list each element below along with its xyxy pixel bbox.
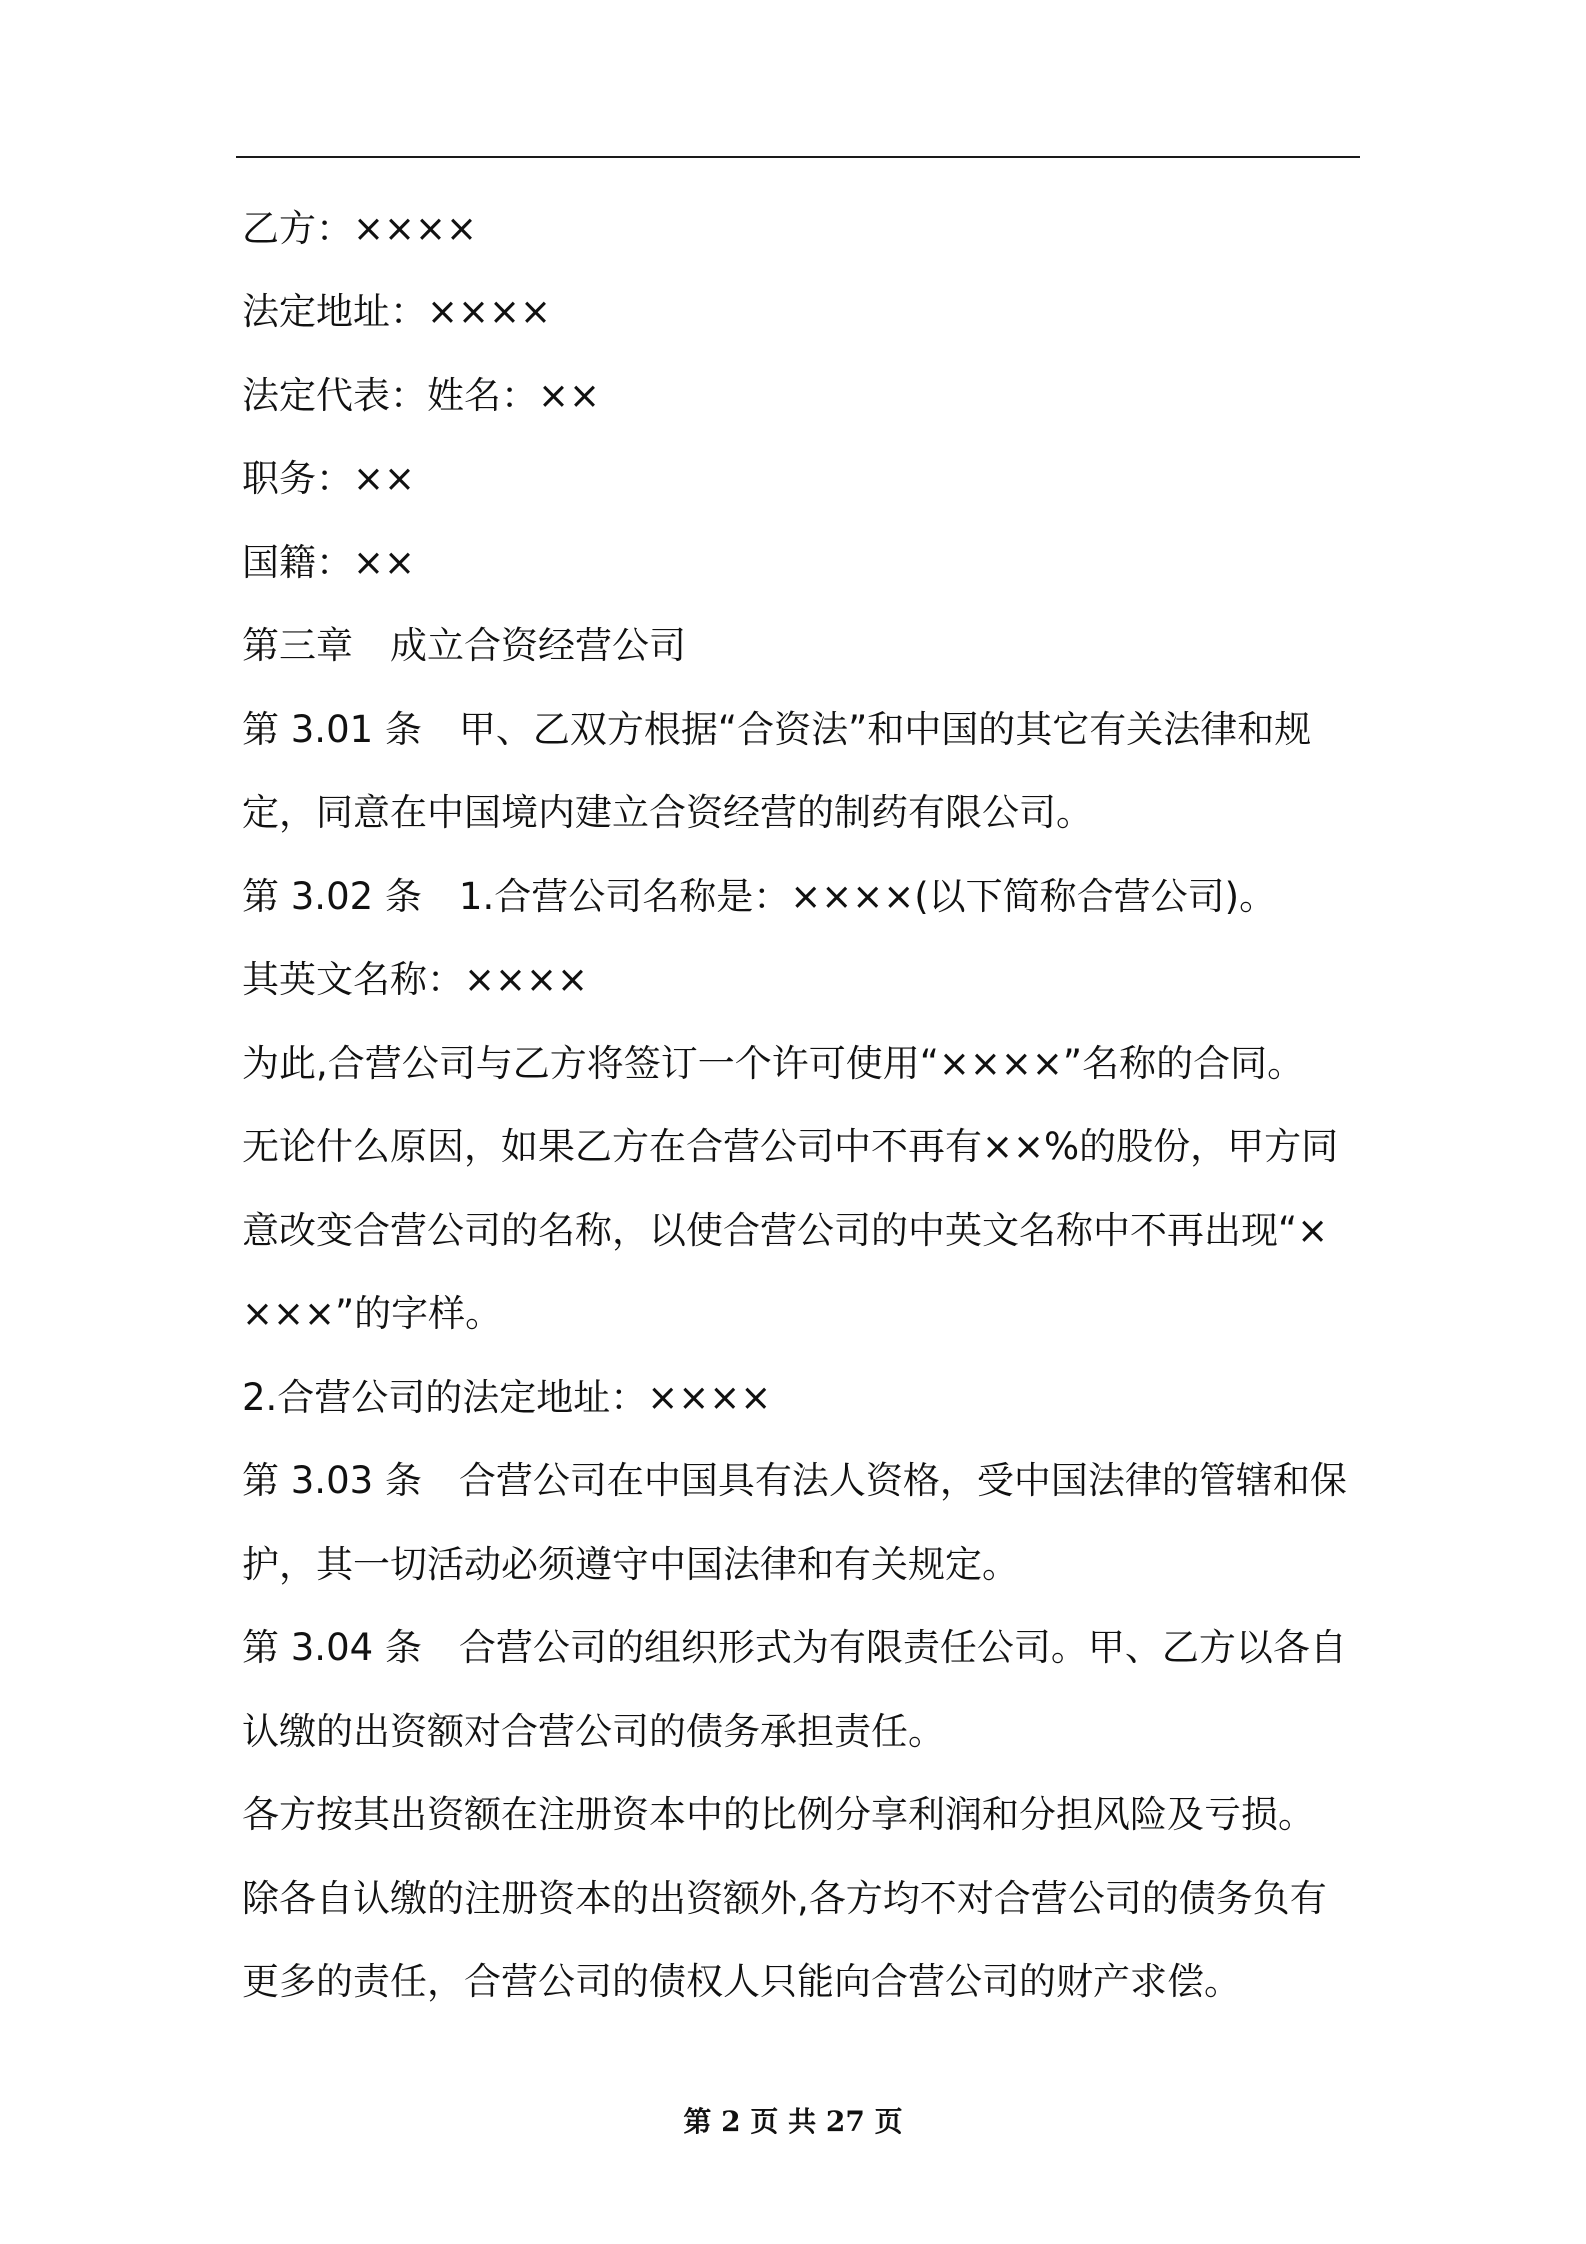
text-line: 护，其一切活动必须遵守中国法律和有关规定。 bbox=[242, 1543, 1019, 1586]
text-line: 除各自认缴的注册资本的出资额外,各方均不对合营公司的债务负有 bbox=[242, 1877, 1327, 1920]
text-line: 2.合营公司的法定地址：×××× bbox=[242, 1376, 772, 1419]
text-line: 各方按其出资额在注册资本中的比例分享利润和分担风险及亏损。 bbox=[242, 1793, 1315, 1836]
text-line: 认缴的出资额对合营公司的债务承担责任。 bbox=[242, 1710, 945, 1753]
text-line: 乙方：×××× bbox=[242, 207, 478, 250]
page-number-footer: 第 2 页 共 27 页 bbox=[683, 2105, 903, 2138]
text-line: 法定代表：姓名：×× bbox=[242, 374, 601, 417]
text-line: 国籍：×× bbox=[242, 541, 416, 584]
text-line: 第 3.02 条 1.合营公司名称是：××××(以下简称合营公司)。 bbox=[242, 875, 1277, 918]
text-line: 意改变合营公司的名称，以使合营公司的中英文名称中不再出现“× bbox=[242, 1209, 1329, 1252]
text-line: 第 3.01 条 甲、乙双方根据“合资法”和中国的其它有关法律和规 bbox=[242, 708, 1312, 751]
text-line: 法定地址：×××× bbox=[242, 290, 552, 333]
chapter-heading: 第三章 成立合资经营公司 bbox=[242, 624, 686, 667]
text-line: 更多的责任，合营公司的债权人只能向合营公司的财产求偿。 bbox=[242, 1960, 1241, 2003]
text-line: 第 3.03 条 合营公司在中国具有法人资格，受中国法律的管辖和保 bbox=[242, 1459, 1347, 1502]
text-line: 其英文名称：×××× bbox=[242, 958, 589, 1001]
text-line: 无论什么原因，如果乙方在合营公司中不再有××%的股份，甲方同 bbox=[242, 1125, 1339, 1168]
text-line: 定，同意在中国境内建立合资经营的制药有限公司。 bbox=[242, 791, 1093, 834]
text-line: ×××”的字样。 bbox=[242, 1292, 503, 1335]
text-line: 第 3.04 条 合营公司的组织形式为有限责任公司。甲、乙方以各自 bbox=[242, 1626, 1347, 1669]
text-line: 为此,合营公司与乙方将签订一个许可使用“××××”名称的合同。 bbox=[242, 1042, 1305, 1085]
text-line: 职务：×× bbox=[242, 457, 416, 500]
header-rule bbox=[236, 156, 1360, 158]
